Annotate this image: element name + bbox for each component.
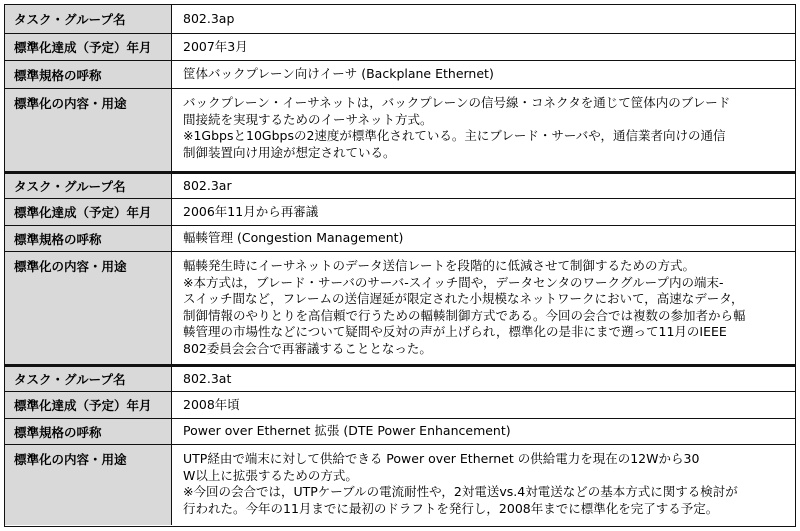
standard-name-value: 筐体バックプレーン向けイーサ (Backplane Ethernet) bbox=[183, 66, 494, 82]
standard-name-value: 輻輳管理 (Congestion Management) bbox=[183, 230, 404, 246]
table-row bbox=[5, 419, 795, 445]
standard-name-label: 標準規格の呼称 bbox=[5, 226, 172, 251]
content-label: 標準化の内容・用途 bbox=[5, 252, 172, 364]
content-line: バックプレーン・イーサネットは，バックプレーンの信号線・コネクタを通じて筐体内のブレード bbox=[183, 95, 731, 110]
date-value: 2008年頃 bbox=[183, 396, 240, 412]
content-line: 802委員会会合で再審議することとなった。 bbox=[183, 340, 432, 356]
content-line: 輳管理の市場性などについて疑問や反対の声が上げられ，標準化の是非にまで遡って11月のIEEE bbox=[183, 324, 727, 339]
standard-name-value: Power over Ethernet 拡張 (DTE Power Enhancement) bbox=[183, 423, 511, 439]
table-row bbox=[5, 445, 795, 525]
table-row bbox=[5, 365, 795, 392]
content-label: 標準化の内容・用途 bbox=[5, 89, 172, 171]
table-row bbox=[5, 226, 795, 252]
content-line: ※本方式は，ブレード・サーバのサーバ-スイッチ間や，データセンタのワークグループ内の端末- bbox=[183, 274, 724, 290]
table-row bbox=[5, 89, 795, 172]
standard-name-label: 標準規格の呼称 bbox=[5, 61, 172, 88]
date-value: 2007年3月 bbox=[183, 38, 248, 54]
date-value: 2006年11月から再審議 bbox=[183, 203, 319, 219]
task-group-label: タスク・グループ名 bbox=[5, 5, 172, 33]
content-line: UTP経由で端末に対して供給できる Power over Ethernet の供給電力を現在の12Wから30 bbox=[183, 451, 700, 466]
content-line: 間接続を実現するためのイーサネット方式。 bbox=[183, 111, 433, 127]
task-group-value: 802.3ap bbox=[183, 10, 235, 26]
date-label: 標準化達成（予定）年月 bbox=[5, 34, 172, 60]
content-line: 制御装置向け用途が想定されている。 bbox=[183, 144, 396, 160]
date-label: 標準化達成（予定）年月 bbox=[5, 199, 172, 225]
task-group-value: 802.3ar bbox=[183, 177, 232, 193]
content-value bbox=[172, 252, 795, 364]
table-row bbox=[5, 61, 795, 89]
table-row bbox=[5, 392, 795, 419]
content-line: ※1Gbpsと10Gbpsの2速度が標準化されている。主にブレード・サーバや，通信業者向けの通信 bbox=[183, 128, 726, 143]
table-row bbox=[5, 172, 795, 199]
table-row bbox=[5, 252, 795, 365]
date-label: 標準化達成（予定）年月 bbox=[5, 392, 172, 418]
content-label: 標準化の内容・用途 bbox=[5, 445, 172, 525]
table-row bbox=[5, 34, 795, 61]
standard-name-label: 標準規格の呼称 bbox=[5, 419, 172, 444]
content-line: W以上に拡張するための方式。 bbox=[183, 467, 358, 483]
content-line: 行われた。今年の11月までに最初のドラフトを発行し，2008年までに標準化を完了する予定。 bbox=[183, 500, 719, 516]
content-line: 制御情報のやりとりを高信頼で行うための輻輳制御方式である。今回の会合では複数の参加者から輻 bbox=[183, 307, 746, 323]
task-group-label: タスク・グループ名 bbox=[5, 174, 172, 198]
content-value bbox=[172, 89, 795, 171]
content-line: スイッチ間など，フレームの送信遅延が限定された小規模なネットワークにおいて，高速なデータ， bbox=[183, 291, 744, 306]
content-value bbox=[172, 445, 795, 525]
table-row bbox=[5, 5, 795, 34]
table-row bbox=[5, 199, 795, 226]
task-group-value: 802.3at bbox=[183, 370, 232, 386]
content-line: 輻輳発生時にイーサネットのデータ送信レートを段階的に低減させて制御するための方式。 bbox=[183, 258, 696, 273]
standards-table bbox=[4, 4, 796, 527]
content-line: ※今回の会合では，UTPケーブルの電流耐性や，2対電送vs.4対電送などの基本方式に関する検討が bbox=[183, 484, 738, 499]
task-group-label: タスク・グループ名 bbox=[5, 367, 172, 391]
